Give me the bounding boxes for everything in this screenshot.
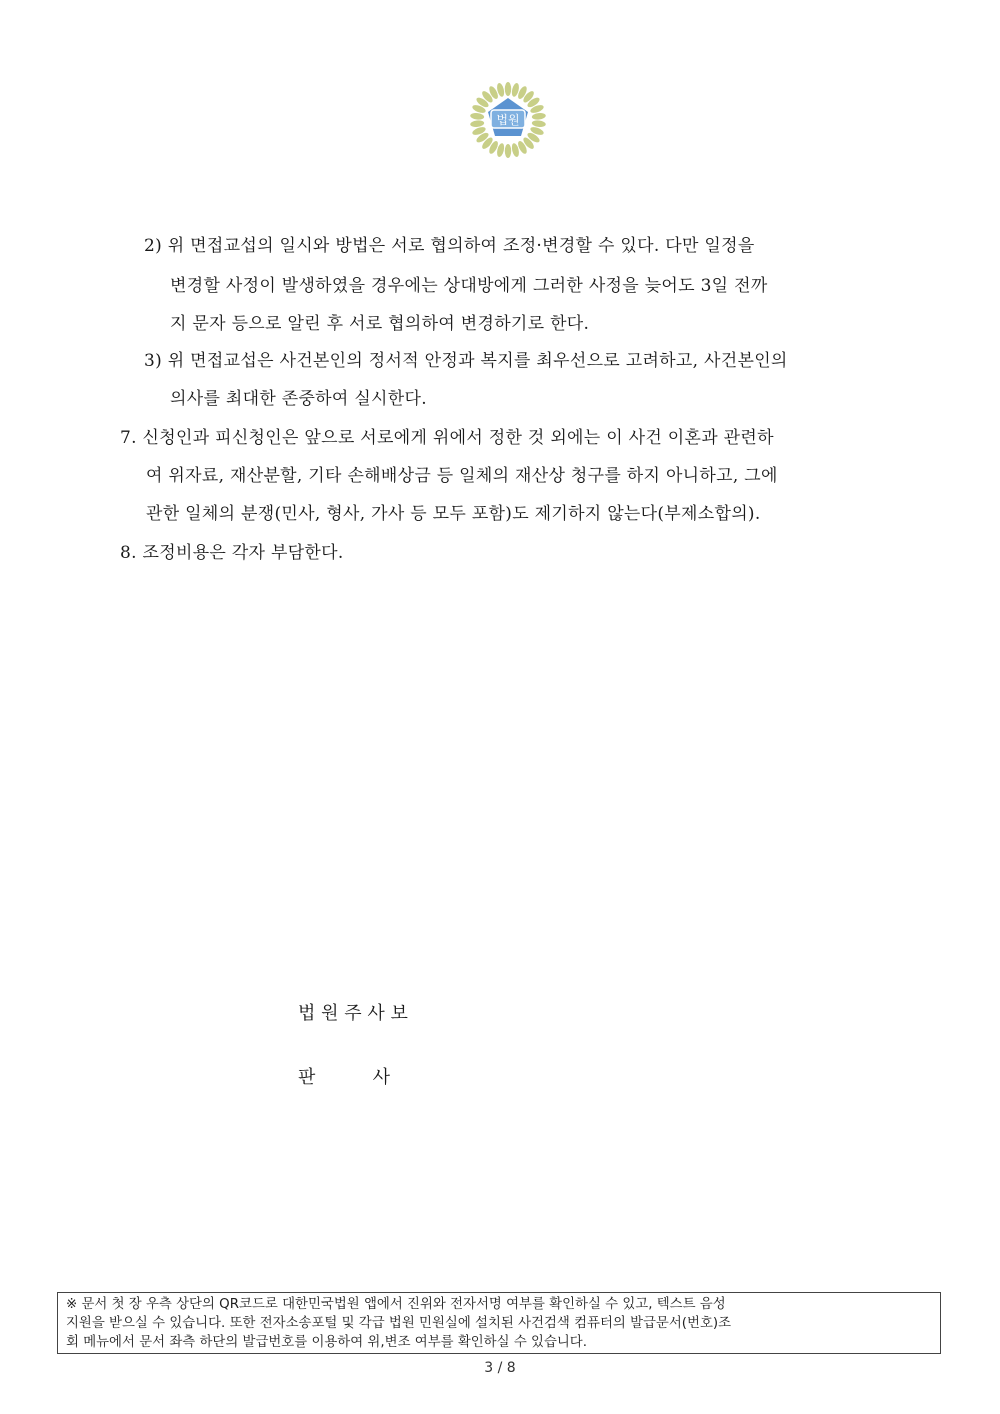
seal-petal xyxy=(470,112,485,120)
court-officer-label: 법 원 주 사 보 xyxy=(298,1003,408,1024)
notice-line-2: 지원을 받으실 수 있습니다. 또한 전자소송포털 및 각급 법원 민원실에 설치된 사건검색 컴퓨터의 발급문서(번호)조 xyxy=(66,1316,732,1331)
verification-notice-box xyxy=(57,1292,941,1354)
clause-7-line-1: 7. 신청인과 피신청인은 앞으로 서로에게 위에서 정한 것 외에는 이 사건 이혼과 관련하 xyxy=(120,428,774,448)
item-2-line-2: 변경할 사정이 발생하였을 경우에는 상대방에게 그러한 사정을 늦어도 3일 전까 xyxy=(170,276,768,296)
clause-7-line-3: 관한 일체의 분쟁(민사, 형사, 가사 등 모두 포함)도 제기하지 않는다(부제소합의). xyxy=(146,504,761,524)
seal-petal xyxy=(470,120,485,128)
clause-7-line-2: 여 위자료, 재산분할, 기타 손해배상금 등 일체의 재산상 청구를 하지 아니하고, 그에 xyxy=(146,466,778,486)
clause-8: 8. 조정비용은 각자 부담한다. xyxy=(120,543,344,563)
seal-petal xyxy=(531,112,546,120)
seal-petal xyxy=(505,82,511,96)
seal-petal xyxy=(505,144,511,158)
item-2-line-3: 지 문자 등으로 알린 후 서로 협의하여 변경하기로 한다. xyxy=(170,314,590,334)
seal-petal xyxy=(531,120,546,128)
item-3-line-2: 의사를 최대한 존중하여 실시한다. xyxy=(170,389,427,409)
notice-line-3: 회 메뉴에서 문서 좌측 하단의 발급번호를 이용하여 위,변조 여부를 확인하실 수 있습니다. xyxy=(66,1335,588,1350)
page-number: 3 / 8 xyxy=(484,1360,516,1376)
item-2-line-1: 2) 위 면접교섭의 일시와 방법은 서로 협의하여 조정·변경할 수 있다. 다만 일정을 xyxy=(144,236,755,256)
court-seal-icon xyxy=(465,80,551,162)
judge-label: 판 사 xyxy=(298,1067,390,1088)
seal-text: 법원 xyxy=(496,113,520,127)
item-3-line-1: 3) 위 면접교섭은 사건본인의 정서적 안정과 복지를 최우선으로 고려하고, 사건본인의 xyxy=(144,351,788,371)
notice-line-1: ※ 문서 첫 장 우측 상단의 QR코드로 대한민국법원 앱에서 진위와 전자서명 여부를 확인하실 수 있고, 텍스트 음성 xyxy=(66,1297,726,1312)
